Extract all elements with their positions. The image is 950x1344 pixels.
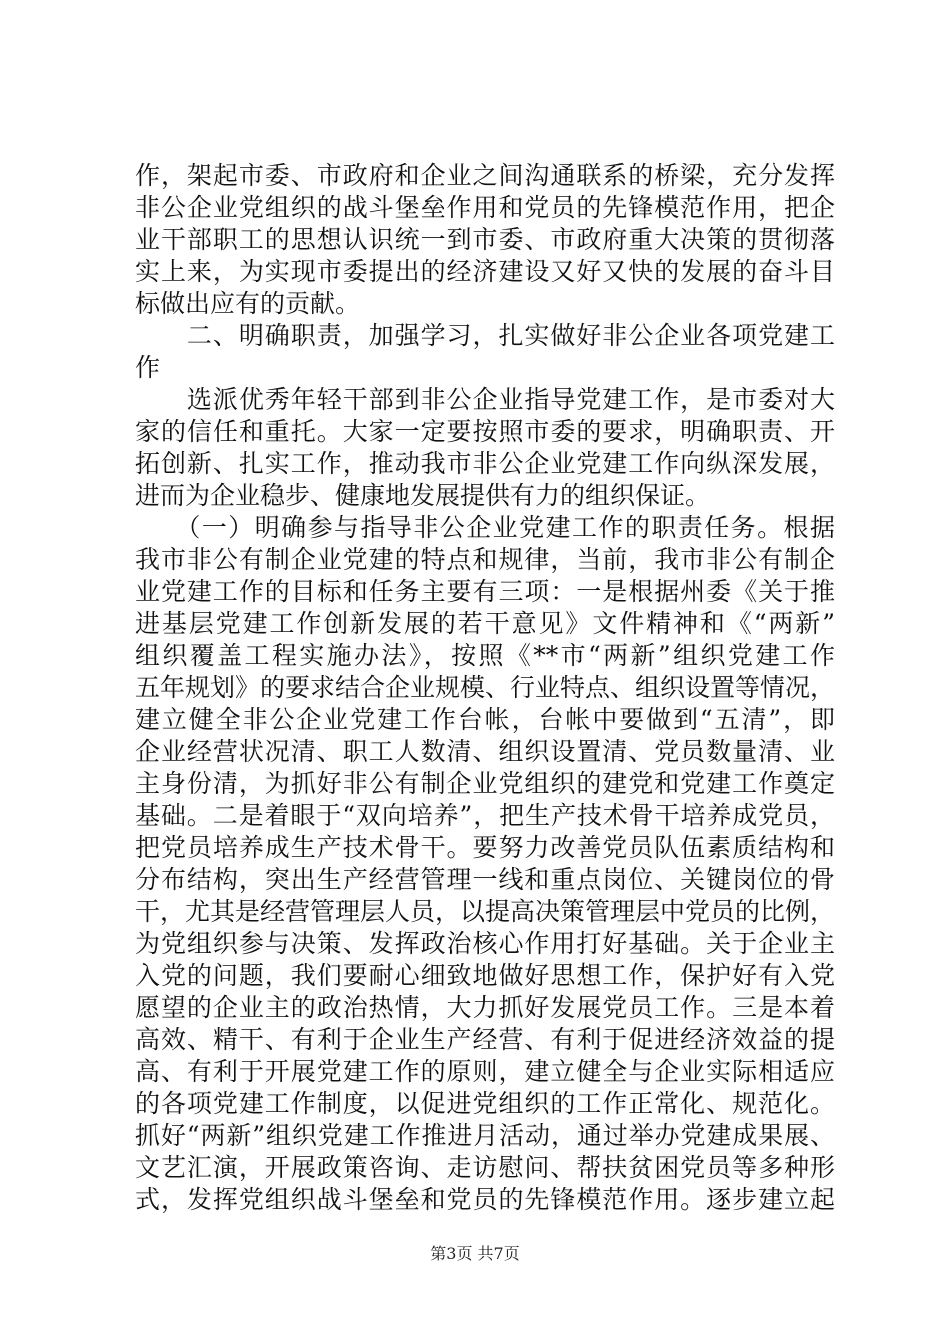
text-line: 式，发挥党组织战斗堡垒和党员的先锋模范作用。逐步建立起 (135, 1185, 835, 1214)
text-line: 企业经营状况清、职工人数清、组织设置清、党员数量清、业 (135, 737, 835, 766)
text-line: 入党的问题，我们要耐心细致地做好思想工作，保护好有入党 (135, 961, 835, 990)
text-line: 进基层党建工作创新发展的若干意见》文件精神和《“两新” (135, 609, 835, 638)
text-line: （一）明确参与指导非公企业党建工作的职责任务。根据 (135, 513, 835, 542)
text-line: 组织覆盖工程实施办法》，按照《**市“两新”组织党建工作 (135, 641, 835, 670)
text-line: 文艺汇演，开展政策咨询、走访慰问、帮扶贫困党员等多种形 (135, 1153, 835, 1182)
text-line: 抓好“两新”组织党建工作推进月活动，通过举办党建成果展、 (135, 1121, 835, 1150)
text-line: 拓创新、扎实工作，推动我市非公企业党建工作向纵深发展， (135, 449, 835, 478)
text-line: 主身份清，为抓好非公有制企业党组织的建党和党建工作奠定 (135, 769, 835, 798)
text-line: 标做出应有的贡献。 (135, 289, 361, 318)
text-line: 的各项党建工作制度，以促进党组织的工作正常化、规范化。 (135, 1089, 835, 1118)
text-line: 高、有利于开展党建工作的原则，建立健全与企业实际相适应 (135, 1057, 835, 1086)
text-line: 作，架起市委、市政府和企业之间沟通联系的桥梁，充分发挥 (135, 161, 835, 190)
page-number-footer: 第3页 共7页 (430, 1244, 520, 1263)
text-line: 建立健全非公企业党建工作台帐，台帐中要做到“五清”，即 (135, 705, 835, 734)
text-line: 干，尤其是经营管理层人员，以提高决策管理层中党员的比例， (135, 897, 836, 926)
text-line: 分布结构，突出生产经营管理一线和重点岗位、关键岗位的骨 (135, 865, 835, 894)
text-line: 选派优秀年轻干部到非公企业指导党建工作，是市委对大 (135, 385, 835, 414)
text-line: 把党员培养成生产技术骨干。要努力改善党员队伍素质结构和 (135, 833, 835, 862)
text-line: 基础。二是着眼于“双向培养”，把生产技术骨干培养成党员， (135, 801, 835, 830)
text-line: 家的信任和重托。大家一定要按照市委的要求，明确职责、开 (135, 417, 835, 446)
text-line: 我市非公有制企业党建的特点和规律，当前，我市非公有制企 (135, 545, 835, 574)
document-body (135, 160, 835, 1216)
text-line: 高效、精干、有利于企业生产经营、有利于促进经济效益的提 (135, 1025, 835, 1054)
text-line: 为党组织参与决策、发挥政治核心作用打好基础。关于企业主 (135, 929, 835, 958)
section-heading-line: 二、明确职责，加强学习，扎实做好非公企业各项党建工 (135, 321, 835, 350)
section-heading-line: 作 (135, 353, 161, 382)
text-line: 五年规划》的要求结合企业规模、行业特点、组织设置等情况， (135, 673, 836, 702)
text-line: 实上来，为实现市委提出的经济建设又好又快的发展的奋斗目 (135, 257, 835, 286)
text-line: 非公企业党组织的战斗堡垒作用和党员的先锋模范作用，把企 (135, 193, 835, 222)
text-line: 业党建工作的目标和任务主要有三项：一是根据州委《关于推 (135, 577, 835, 606)
text-line: 业干部职工的思想认识统一到市委、市政府重大决策的贯彻落 (135, 225, 835, 254)
text-line: 进而为企业稳步、健康地发展提供有力的组织保证。 (135, 481, 711, 510)
text-line: 愿望的企业主的政治热情，大力抓好发展党员工作。三是本着 (135, 993, 835, 1022)
